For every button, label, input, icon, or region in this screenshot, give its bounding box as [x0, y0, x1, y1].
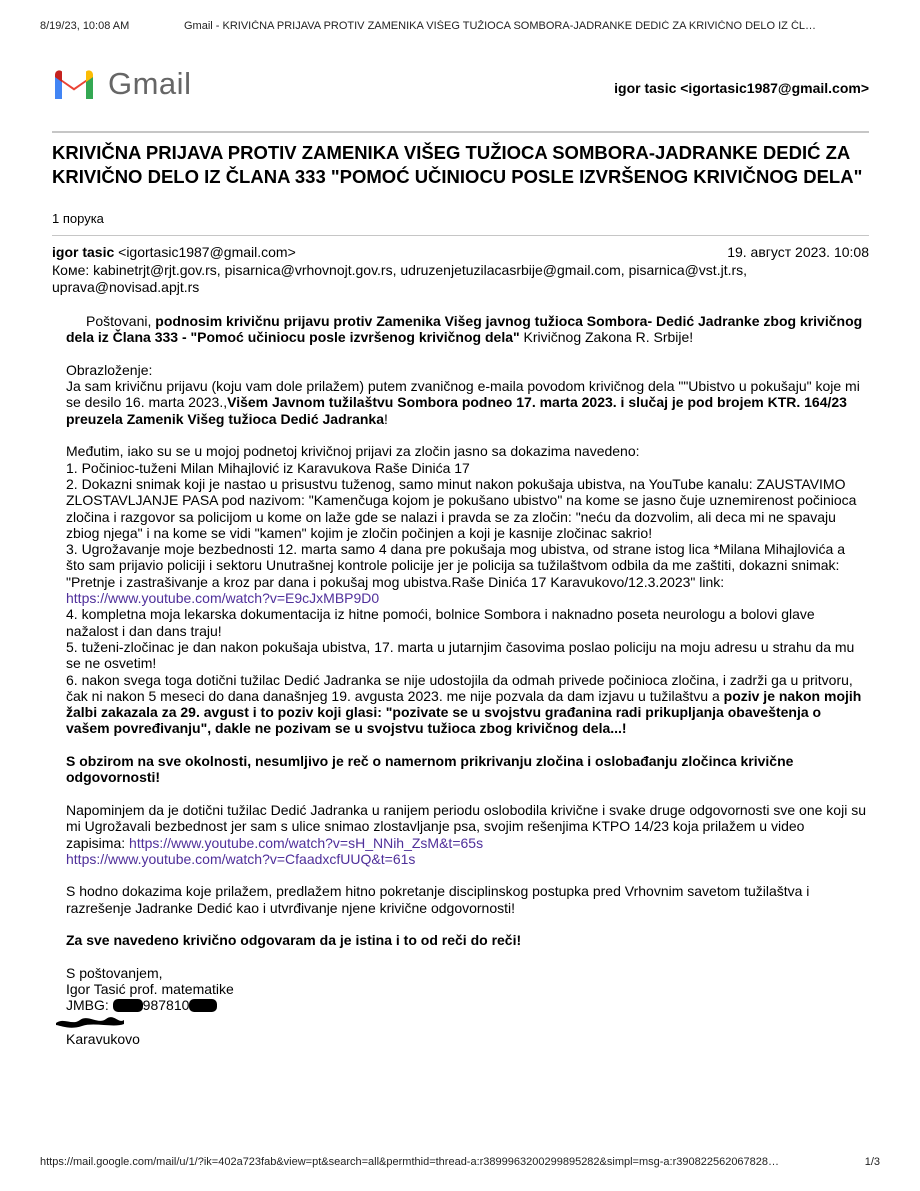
gmail-m-icon	[52, 67, 96, 101]
list-item: 5. tuženi-zločinac je dan nakon pokušaja ubistva, 17. marta u jutarnjim časovima poslao policiju na moju adresu u strahu da mu se ne osvetim!	[66, 638, 855, 672]
list-item: 1. Počinioc-tuženi Milan Mihajlović iz Karavukova Raše Dinića 17	[66, 459, 470, 476]
header-divider	[52, 131, 869, 133]
message-divider	[52, 235, 869, 236]
print-footer-url: https://mail.google.com/mail/u/1/?ik=402a723fab&view=pt&search=all&permthid=thread-a:r3899963200299895282&simpl=msg-a:r390822562067828…	[40, 1156, 780, 1168]
list-item: 2. Dokazni snimak koji je nastao u prisustvu tuženog, samo minut nakon pokušaja ubistva, na YouTube kanalu: ZAUSTAVIMO ZLOSTAVLJANJE PASA pod nazivom: "Kamenčuga kojom je pokušano ubistvo" na kome se jasno čuje uznemirenost počinioca zločina i razgovor sa policijom u kome on laže gde se nalazi i pravda se za zločin: "neću da dozvolim, ali deca mi ne spavaju zbiog njega" i na kome se vidi "kamen" kojim je zločin počinjen a koji je kasnije zločinac sakrio!	[66, 475, 857, 541]
intro-bold: podnosim krivičnu prijavu protiv Zamenika Višeg javnog tužioca Sombora- Dedić Jadranke zbog krivičnog dela iz Člana 333 - "Pomoć učiniocu posle izvršenog krivičnog dela"	[66, 313, 863, 346]
recipients	[52, 262, 792, 296]
message-count: 1 порука	[52, 211, 104, 226]
account-label: igor tasic <igortasic1987@gmail.com>	[614, 80, 869, 96]
greeting: Poštovani,	[86, 313, 152, 329]
sign-regards: S poštovanjem,	[66, 964, 163, 981]
statement: Za sve navedeno krivično odgovaram da je istina i to od reči do reči!	[66, 932, 522, 949]
note-paragraph	[66, 802, 866, 867]
gmail-logo[interactable]	[52, 66, 191, 102]
list-item: 4. kompletna moja lekarska dokumentacija iz hitne pomoći, bolnice Sombora i naknadno poseta neurologu a bolovi glave nažalost i dan dans traju!	[66, 606, 815, 639]
signature-redaction	[54, 1014, 126, 1028]
print-title: Gmail - KRIVIČNA PRIJAVA PROTIV ZAMENIKA VIŠEG TUŽIOCA SOMBORA-JADRANKE DEDIĆ ZA KRIVIČNO DELO IZ ČL…	[184, 20, 817, 32]
sender	[52, 244, 296, 260]
email-subject: KRIVIČNA PRIJAVA PROTIV ZAMENIKA VIŠEG TUŽIOCA SOMBORA-JADRANKE DEDIĆ ZA KRIVIČNO DELO IZ ČLANA 333 "POMOĆ UČINIOCU POSLE IZVRŠENOG KRIVIČNOG DELA"	[52, 142, 863, 187]
redaction-mark	[189, 999, 217, 1012]
item6-bold: poziv je nakon mojih žalbi zakazala za 29. avgust i to poziv koji glasi: "pozivate se u svojstvu građanina radi prikupljanja obaveštenja o vašem povređivanju", dakle ne pozivam se u svojstvu tužioca zbog krivičnog dela...!	[66, 687, 862, 737]
page-number: 1/3	[864, 1156, 880, 1168]
note-text: Napominjem da je dotični tužilac Dedić Jadranka u ranijem periodu oslobodila krivične i svake druge odgovornosti sve one koji su mi Ugrožavali bezbednost jer sam s ulice snimao zlostavljanje psa, svojim rešenjima KTPO 14/23 koja prilažem u video zapisima:	[66, 801, 866, 851]
jmbg-label: JMBG:	[66, 997, 113, 1014]
sender-email: <igortasic1987@gmail.com>	[118, 244, 296, 260]
conclusion: S obzirom na sve okolnosti, nesumljivo je reč o namernom prikrivanju zločina i oslobađanju zločinca krivične odgovornosti!	[66, 753, 794, 786]
print-date: 8/19/23, 10:08 AM	[40, 20, 130, 32]
intro-tail: Krivičnog Zakona R. Srbije!	[519, 329, 694, 346]
explanation-text: Ja sam krivičnu prijavu (koju vam dole prilažem) putem zvaničnog e-maila povodom krivičnog dela ""Ubistvo u pokušaju" koje mi se desilo 16. marta 2023.,	[66, 378, 860, 411]
message-date: 19. август 2023. 10:08	[727, 244, 869, 260]
sender-name: igor tasic	[52, 244, 115, 260]
gmail-logo-text: Gmail	[108, 66, 192, 101]
explanation-bold: Višem Javnom tužilaštvu Sombora podneo 17. marta 2023. i slučaj je pod brojem KTR. 164/23 preuzela Zamenik Višeg tužioca Dedić Jadranka	[66, 394, 847, 427]
item6-text: 6. nakon svega toga dotični tužilac Dedić Jadranka se nije udostojila da odmah privede počinioca zločina, i zadrži ga u pritvoru, čak ni nakon 5 meseci do dana današnjeg 19. avgusta 2023. me nije pozvala da dam izjavu u tužilaštvu a	[66, 671, 853, 704]
proposal: S hodno dokazima koje prilažem, predlažem hitno pokretanje disciplinskog postupka pred Vrhovnim savetom tužilaštva i razrešenje Jadranke Dedić kao i utvrđivanje njene krivične odgovornosti!	[66, 883, 810, 916]
youtube-link[interactable]: https://www.youtube.com/watch?v=CfaadxcfUUQ&t=61s	[66, 850, 416, 867]
signature-scribble	[66, 1014, 866, 1031]
explanation-paragraph	[66, 378, 866, 427]
list-item	[66, 672, 866, 737]
list-item	[66, 541, 866, 606]
youtube-link[interactable]: https://www.youtube.com/watch?v=E9cJxMBP9D0	[66, 590, 380, 607]
explanation-title: Obrazloženje:	[66, 361, 153, 378]
redaction-mark	[113, 999, 143, 1012]
sign-jmbg	[66, 997, 866, 1013]
item3-text: 3. Ugrožavanje moje bezbednosti 12. marta samo 4 dana pre pokušaja mog ubistva, od strane istog lica *Milana Mihajlovića a što sam prijavio policiji i sektoru Unutrašnej kontrole policije jer je policija sa tužilaštvom odbila da me zaštiti, dokazni snimak: "Pretnje i zastrašivanje a kroz par dana i pokušaj mog ubistva.Raše Dinića 17 Karavukovo/12.3.2023" link:	[66, 541, 845, 590]
message-body	[66, 313, 866, 1047]
intro-paragraph	[66, 313, 866, 346]
sign-name: Igor Tasić prof. matematike	[66, 981, 234, 998]
explanation-tail: !	[383, 410, 388, 427]
youtube-link[interactable]: https://www.youtube.com/watch?v=sH_NNih_ZsM&t=65s	[129, 834, 484, 851]
sign-place: Karavukovo	[66, 1031, 140, 1048]
however-line: Međutim, iako su se u mojoj podnetoj krivičnoj prijavi za zločin jasno sa dokazima navedeno:	[66, 443, 640, 460]
recipients-list: kabinetrjt@rjt.gov.rs, pisarnica@vrhovnojt.gov.rs, udruzenjetuzilacasrbije@gmail.com, pisarnica@vst.jt.rs, uprava@novisad.apjt.rs	[52, 262, 748, 295]
recipients-label: Коме:	[52, 262, 90, 278]
jmbg-visible: 987810	[142, 997, 190, 1014]
